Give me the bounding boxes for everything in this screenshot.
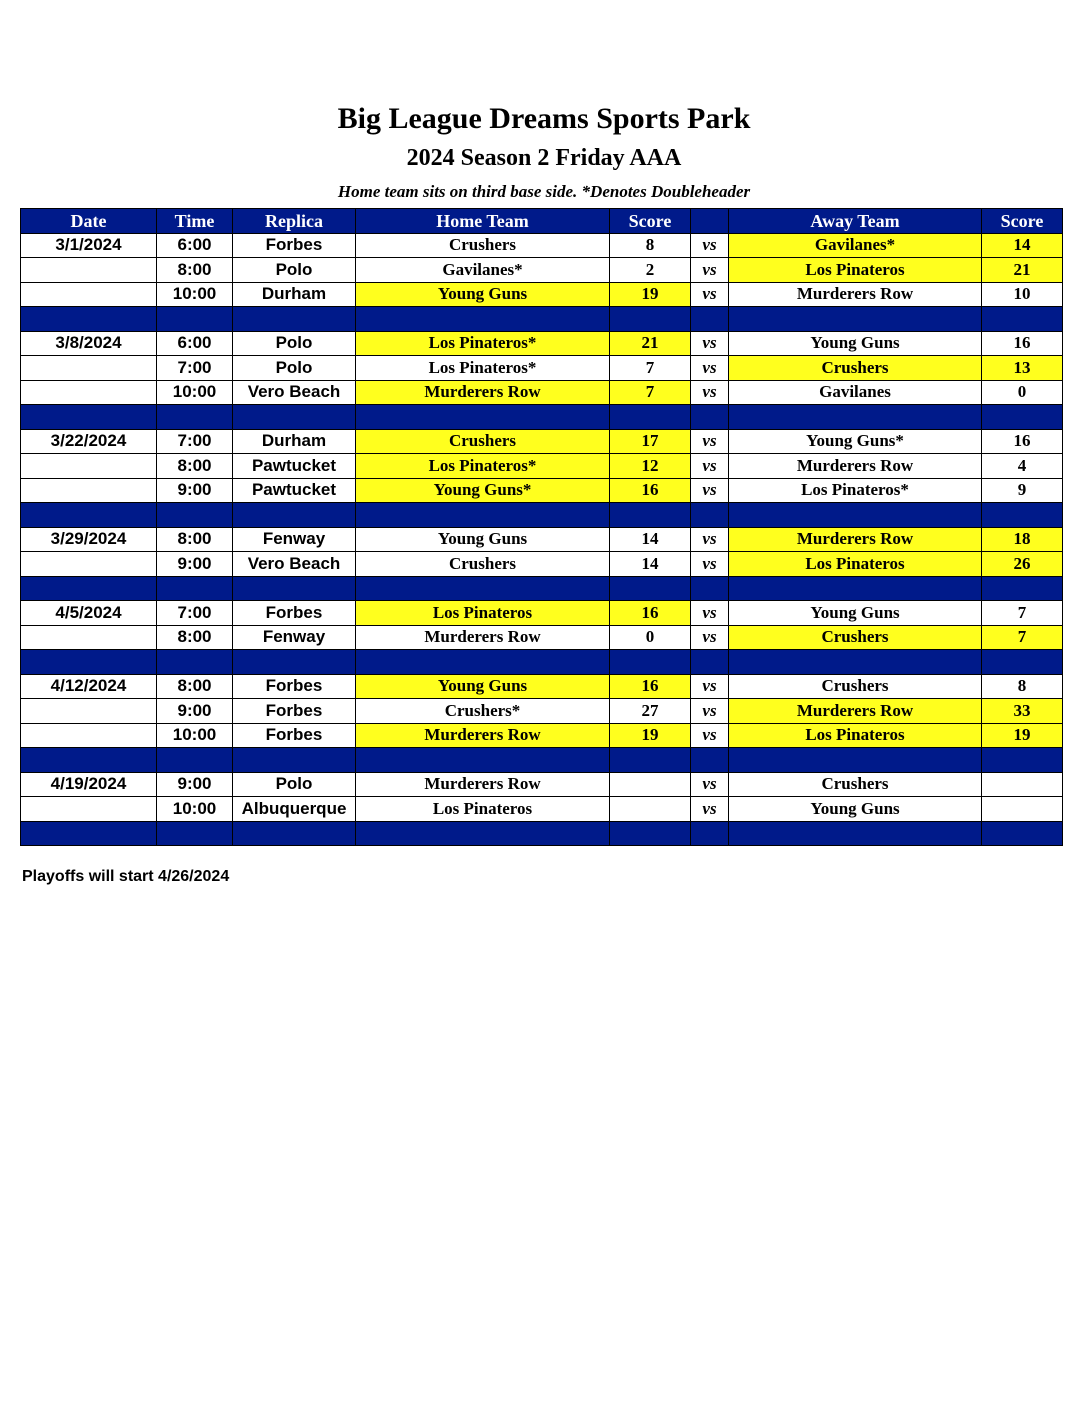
separator-cell [691,821,729,846]
col-header-replica: Replica [233,209,356,234]
col-header-away-score: Score [982,209,1063,234]
time-cell: 9:00 [157,552,233,577]
date-cell [21,258,157,283]
home-score-cell: 19 [610,723,691,748]
game-row [21,429,1063,454]
header-row [21,209,1063,234]
date-cell: 3/1/2024 [21,233,157,258]
home-score-cell: 17 [610,429,691,454]
time-cell: 8:00 [157,258,233,283]
separator-cell [356,650,610,675]
separator-row [21,576,1063,601]
home-score-cell: 7 [610,356,691,381]
vs-cell: vs [691,478,729,503]
away-score-cell: 10 [982,282,1063,307]
time-cell: 10:00 [157,797,233,822]
separator-cell [610,576,691,601]
time-cell: 9:00 [157,772,233,797]
game-row [21,331,1063,356]
away-score-cell: 13 [982,356,1063,381]
replica-cell: Durham [233,282,356,307]
separator-cell [356,405,610,430]
away-team-cell: Los Pinateros* [729,478,982,503]
time-cell: 10:00 [157,380,233,405]
separator-cell [356,748,610,773]
vs-cell: vs [691,674,729,699]
vs-cell: vs [691,723,729,748]
separator-cell [691,405,729,430]
page-subtitle: 2024 Season 2 Friday AAA [406,145,682,171]
home-team-cell: Crushers* [356,699,610,724]
separator-cell [233,821,356,846]
time-cell: 7:00 [157,601,233,626]
replica-cell: Forbes [233,601,356,626]
separator-cell [610,405,691,430]
game-row [21,797,1063,822]
home-team-cell: Crushers [356,233,610,258]
date-cell: 3/22/2024 [21,429,157,454]
game-row [21,356,1063,381]
vs-cell: vs [691,282,729,307]
away-team-cell: Gavilanes [729,380,982,405]
time-cell: 6:00 [157,233,233,258]
replica-cell: Polo [233,331,356,356]
date-cell: 4/19/2024 [21,772,157,797]
away-team-cell: Los Pinateros [729,552,982,577]
separator-cell [982,307,1063,332]
home-score-cell: 0 [610,625,691,650]
away-score-cell: 18 [982,527,1063,552]
home-team-cell: Young Guns [356,282,610,307]
col-header-home-score: Score [610,209,691,234]
home-team-cell: Los Pinateros* [356,454,610,479]
replica-cell: Polo [233,772,356,797]
col-header-time: Time [157,209,233,234]
replica-cell: Forbes [233,674,356,699]
away-team-cell: Murderers Row [729,699,982,724]
separator-cell [233,307,356,332]
separator-cell [691,307,729,332]
home-score-cell [610,772,691,797]
home-team-cell: Murderers Row [356,625,610,650]
vs-cell: vs [691,527,729,552]
away-score-cell [982,772,1063,797]
separator-cell [356,307,610,332]
separator-cell [157,821,233,846]
time-cell: 9:00 [157,478,233,503]
date-cell [21,356,157,381]
date-cell [21,454,157,479]
separator-cell [691,576,729,601]
away-team-cell: Los Pinateros [729,258,982,283]
separator-cell [233,748,356,773]
away-team-cell: Crushers [729,356,982,381]
game-row [21,258,1063,283]
home-score-cell: 27 [610,699,691,724]
home-team-cell: Gavilanes* [356,258,610,283]
separator-cell [21,576,157,601]
replica-cell: Forbes [233,699,356,724]
home-score-cell: 16 [610,601,691,626]
replica-cell: Pawtucket [233,478,356,503]
game-row [21,674,1063,699]
away-score-cell: 8 [982,674,1063,699]
vs-cell: vs [691,625,729,650]
col-header-away-team: Away Team [729,209,982,234]
away-team-cell: Crushers [729,625,982,650]
home-team-cell: Murderers Row [356,723,610,748]
home-score-cell: 12 [610,454,691,479]
away-score-cell: 33 [982,699,1063,724]
replica-cell: Fenway [233,625,356,650]
home-team-cell: Young Guns [356,674,610,699]
time-cell: 8:00 [157,527,233,552]
separator-cell [691,503,729,528]
game-row [21,454,1063,479]
time-cell: 6:00 [157,331,233,356]
home-score-cell: 16 [610,674,691,699]
separator-cell [729,821,982,846]
separator-row [21,307,1063,332]
away-score-cell: 19 [982,723,1063,748]
separator-cell [157,405,233,430]
separator-cell [610,821,691,846]
game-row [21,527,1063,552]
separator-row [21,821,1063,846]
replica-cell: Forbes [233,723,356,748]
separator-cell [610,748,691,773]
separator-cell [21,748,157,773]
separator-cell [982,650,1063,675]
vs-cell: vs [691,797,729,822]
separator-row [21,748,1063,773]
game-row [21,625,1063,650]
separator-cell [233,405,356,430]
separator-cell [982,503,1063,528]
away-score-cell [982,797,1063,822]
away-score-cell: 9 [982,478,1063,503]
replica-cell: Vero Beach [233,380,356,405]
separator-cell [729,650,982,675]
game-row [21,772,1063,797]
separator-row [21,650,1063,675]
away-score-cell: 0 [982,380,1063,405]
time-cell: 7:00 [157,429,233,454]
away-team-cell: Young Guns [729,331,982,356]
replica-cell: Fenway [233,527,356,552]
away-team-cell: Murderers Row [729,527,982,552]
away-team-cell: Murderers Row [729,454,982,479]
separator-cell [157,503,233,528]
date-cell: 3/8/2024 [21,331,157,356]
time-cell: 10:00 [157,723,233,748]
vs-cell: vs [691,380,729,405]
col-header-date: Date [21,209,157,234]
home-team-cell: Los Pinateros [356,601,610,626]
vs-cell: vs [691,601,729,626]
separator-cell [157,650,233,675]
game-row [21,478,1063,503]
separator-cell [691,748,729,773]
date-cell [21,625,157,650]
home-score-cell: 19 [610,282,691,307]
away-score-cell: 4 [982,454,1063,479]
vs-cell: vs [691,429,729,454]
separator-cell [729,405,982,430]
separator-row [21,405,1063,430]
away-team-cell: Murderers Row [729,282,982,307]
separator-cell [982,405,1063,430]
vs-cell: vs [691,552,729,577]
separator-cell [729,307,982,332]
home-team-cell: Murderers Row [356,380,610,405]
game-row [21,380,1063,405]
separator-cell [21,405,157,430]
home-team-cell: Los Pinateros* [356,356,610,381]
replica-cell: Polo [233,356,356,381]
home-score-cell: 16 [610,478,691,503]
game-row [21,699,1063,724]
away-team-cell: Young Guns [729,601,982,626]
separator-cell [157,748,233,773]
home-team-cell: Los Pinateros* [356,331,610,356]
separator-cell [610,307,691,332]
schedule-note: Home team sits on third base side. *Denotes Doubleheader [337,182,751,201]
away-score-cell: 16 [982,331,1063,356]
separator-cell [356,576,610,601]
separator-cell [233,576,356,601]
replica-cell: Pawtucket [233,454,356,479]
home-team-cell: Murderers Row [356,772,610,797]
away-score-cell: 21 [982,258,1063,283]
vs-cell: vs [691,772,729,797]
date-cell [21,380,157,405]
separator-cell [691,650,729,675]
col-header-vs [691,209,729,234]
separator-cell [233,503,356,528]
separator-cell [729,503,982,528]
date-cell: 3/29/2024 [21,527,157,552]
time-cell: 8:00 [157,454,233,479]
separator-cell [982,748,1063,773]
separator-cell [21,821,157,846]
replica-cell: Forbes [233,233,356,258]
home-score-cell: 8 [610,233,691,258]
home-score-cell: 14 [610,552,691,577]
away-team-cell: Crushers [729,674,982,699]
home-team-cell: Los Pinateros [356,797,610,822]
home-score-cell [610,797,691,822]
vs-cell: vs [691,454,729,479]
replica-cell: Durham [233,429,356,454]
away-score-cell: 7 [982,625,1063,650]
replica-cell: Albuquerque [233,797,356,822]
date-cell [21,282,157,307]
date-cell: 4/12/2024 [21,674,157,699]
date-cell [21,723,157,748]
vs-cell: vs [691,331,729,356]
separator-cell [21,650,157,675]
separator-cell [21,307,157,332]
separator-cell [610,503,691,528]
page-title: Big League Dreams Sports Park [337,102,751,135]
game-row [21,723,1063,748]
schedule-body [21,233,1063,846]
away-score-cell: 16 [982,429,1063,454]
separator-cell [356,821,610,846]
game-row [21,552,1063,577]
vs-cell: vs [691,233,729,258]
separator-cell [729,748,982,773]
home-team-cell: Young Guns [356,527,610,552]
away-team-cell: Young Guns [729,797,982,822]
separator-cell [982,576,1063,601]
home-team-cell: Crushers [356,429,610,454]
vs-cell: vs [691,258,729,283]
away-team-cell: Gavilanes* [729,233,982,258]
away-team-cell: Young Guns* [729,429,982,454]
date-cell [21,478,157,503]
game-row [21,233,1063,258]
separator-cell [157,307,233,332]
home-score-cell: 21 [610,331,691,356]
date-cell [21,552,157,577]
home-team-cell: Young Guns* [356,478,610,503]
home-team-cell: Crushers [356,552,610,577]
vs-cell: vs [691,356,729,381]
away-score-cell: 26 [982,552,1063,577]
date-cell [21,797,157,822]
date-cell: 4/5/2024 [21,601,157,626]
away-team-cell: Los Pinateros [729,723,982,748]
col-header-home-team: Home Team [356,209,610,234]
schedule-table [20,208,1063,846]
separator-cell [157,576,233,601]
home-score-cell: 14 [610,527,691,552]
playoffs-note: Playoffs will start 4/26/2024 [22,868,230,885]
separator-cell [610,650,691,675]
away-score-cell: 14 [982,233,1063,258]
time-cell: 8:00 [157,625,233,650]
time-cell: 8:00 [157,674,233,699]
date-cell [21,699,157,724]
separator-cell [982,821,1063,846]
away-score-cell: 7 [982,601,1063,626]
separator-row [21,503,1063,528]
replica-cell: Polo [233,258,356,283]
replica-cell: Vero Beach [233,552,356,577]
time-cell: 10:00 [157,282,233,307]
game-row [21,601,1063,626]
time-cell: 9:00 [157,699,233,724]
home-score-cell: 2 [610,258,691,283]
separator-cell [233,650,356,675]
game-row [21,282,1063,307]
separator-cell [356,503,610,528]
vs-cell: vs [691,699,729,724]
away-team-cell: Crushers [729,772,982,797]
home-score-cell: 7 [610,380,691,405]
separator-cell [729,576,982,601]
time-cell: 7:00 [157,356,233,381]
separator-cell [21,503,157,528]
